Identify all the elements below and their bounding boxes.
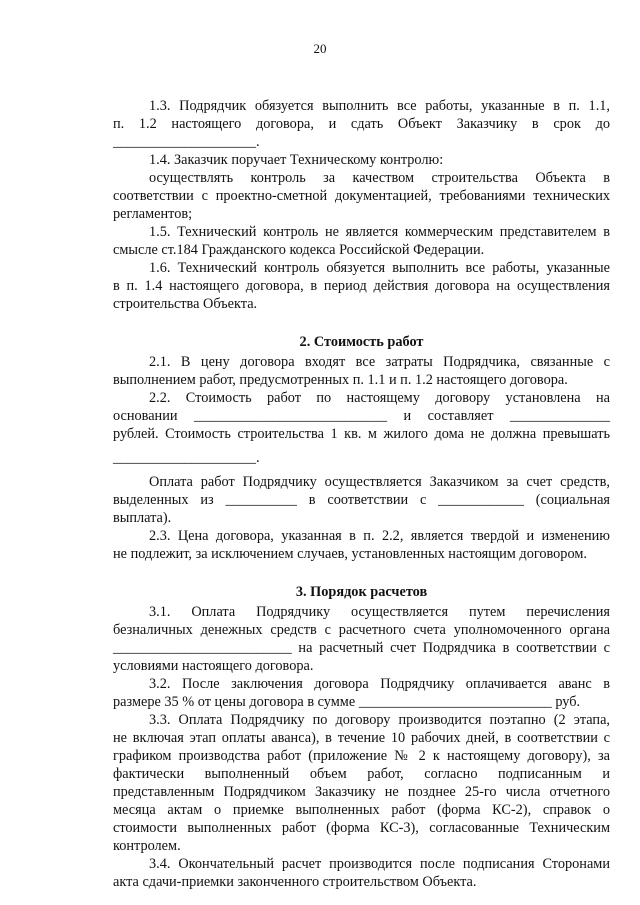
clause-2-3-line-2: не подлежит, за исключением случаев, установленных настоящим договором. bbox=[113, 546, 587, 562]
clause-1-3-line-3: ____________________. bbox=[113, 134, 260, 150]
clause-1-4-line-3: соответствии с проектно-сметной документацией, требованиями технических bbox=[113, 188, 610, 204]
clause-2-1-line-2: выполнением работ, предусмотренных п. 1.1 и п. 1.2 настоящего договора. bbox=[113, 372, 568, 388]
clause-2-3-line-1: 2.3. Цена договора, указанная в п. 2.2, является твердой и изменению bbox=[149, 528, 610, 544]
clause-1-5-line-2: смысле ст.184 Гражданского кодекса Российской Федерации. bbox=[113, 242, 485, 258]
clause-3-3-line-6: месяца актам о приемке выполненных работ (форма КС-2), справок о bbox=[113, 802, 610, 818]
clause-3-3-line-1: 3.3. Оплата Подрядчику по договору производится поэтапно (2 этапа, bbox=[149, 712, 610, 728]
clause-3-3-line-8: контролем. bbox=[113, 838, 181, 854]
clause-1-6-line-2: в п. 1.4 настоящего договора, в период действия договора на осуществления bbox=[113, 278, 610, 294]
clause-3-2-line-2: размере 35 % от цены договора в сумме ___________________________ руб. bbox=[113, 694, 581, 710]
clause-1-3-line-1: 1.3. Подрядчик обязуется выполнить все работы, указанные в п. 1.1, bbox=[149, 98, 610, 114]
clause-3-3-line-5: представленным Подрядчиком Заказчику не позднее 25-го числа отчетного bbox=[113, 784, 610, 800]
clause-1-4-line-4: регламентов; bbox=[113, 206, 193, 222]
clause-1-5-line-1: 1.5. Технический контроль не является коммерческим представителем в bbox=[149, 224, 610, 240]
document-body bbox=[113, 97, 610, 891]
clause-3-1-line-2: безналичных денежных средств с расчетного счета уполномоченного органа bbox=[113, 622, 610, 638]
clause-3-4-line-1: 3.4. Окончательный расчет производится после подписания Сторонами bbox=[149, 856, 610, 872]
clause-3-1-line-3: _________________________ на расчетный счет Подрядчика в соответствии с bbox=[113, 640, 610, 656]
clause-1-6-line-1: 1.6. Технический контроль обязуется выполнить все работы, указанные bbox=[149, 260, 610, 276]
payment-line-1: Оплата работ Подрядчику осуществляется Заказчиком за счет средств, bbox=[149, 474, 610, 490]
clause-2-2-line-1: 2.2. Стоимость работ по настоящему договору установлена на bbox=[149, 390, 610, 406]
clause-3-4-line-2: акта сдачи-приемки законченного строительством Объекта. bbox=[113, 874, 477, 890]
clause-1-3-line-2: п. 1.2 настоящего договора, и сдать Объект Заказчику в срок до bbox=[113, 116, 610, 132]
page-number: 20 bbox=[313, 41, 327, 56]
clause-2-1-line-1: 2.1. В цену договора входят все затраты Подрядчика, связанные с bbox=[149, 354, 610, 370]
payment-line-3: выплата). bbox=[113, 510, 172, 526]
clause-3-1-line-1: 3.1. Оплата Подрядчику осуществляется путем перечисления bbox=[149, 604, 610, 620]
clause-1-6-line-3: строительства Объекта. bbox=[113, 296, 258, 312]
clause-3-3-line-3: графиком производства работ (приложение № 2 к настоящему договору), за bbox=[113, 748, 610, 764]
clause-1-4-line-1: 1.4. Заказчик поручает Техническому контролю: bbox=[149, 152, 444, 168]
clause-1-4-line-2: осуществлять контроль за качеством строительства Объекта в bbox=[149, 170, 610, 186]
clause-3-2-line-1: 3.2. После заключения договора Подрядчику оплачивается аванс в bbox=[149, 676, 610, 692]
clause-3-3-line-4: фактически выполненный объем работ, согласно подписанным и bbox=[113, 766, 610, 782]
payment-line-2: выделенных из __________ в соответствии с ____________ (социальная bbox=[113, 492, 610, 508]
section-3-heading: 3. Порядок расчетов bbox=[295, 584, 428, 600]
clause-2-2-line-4: ____________________. bbox=[113, 450, 260, 466]
clause-2-2-line-3: рублей. Стоимость строительства 1 кв. м жилого дома не должна превышать bbox=[113, 426, 610, 442]
clause-3-3-line-7: стоимости выполненных работ (форма КС-3), согласованные Техническим bbox=[113, 820, 610, 836]
clause-3-3-line-2: не включая этап оплаты аванса), в течение 10 рабочих дней, в соответствии с bbox=[113, 730, 610, 746]
section-2-heading: 2. Стоимость работ bbox=[299, 334, 424, 350]
clause-3-1-line-4: условиями настоящего договора. bbox=[113, 658, 314, 674]
clause-2-2-line-2: основании ___________________________ и составляет ______________ bbox=[113, 408, 610, 424]
